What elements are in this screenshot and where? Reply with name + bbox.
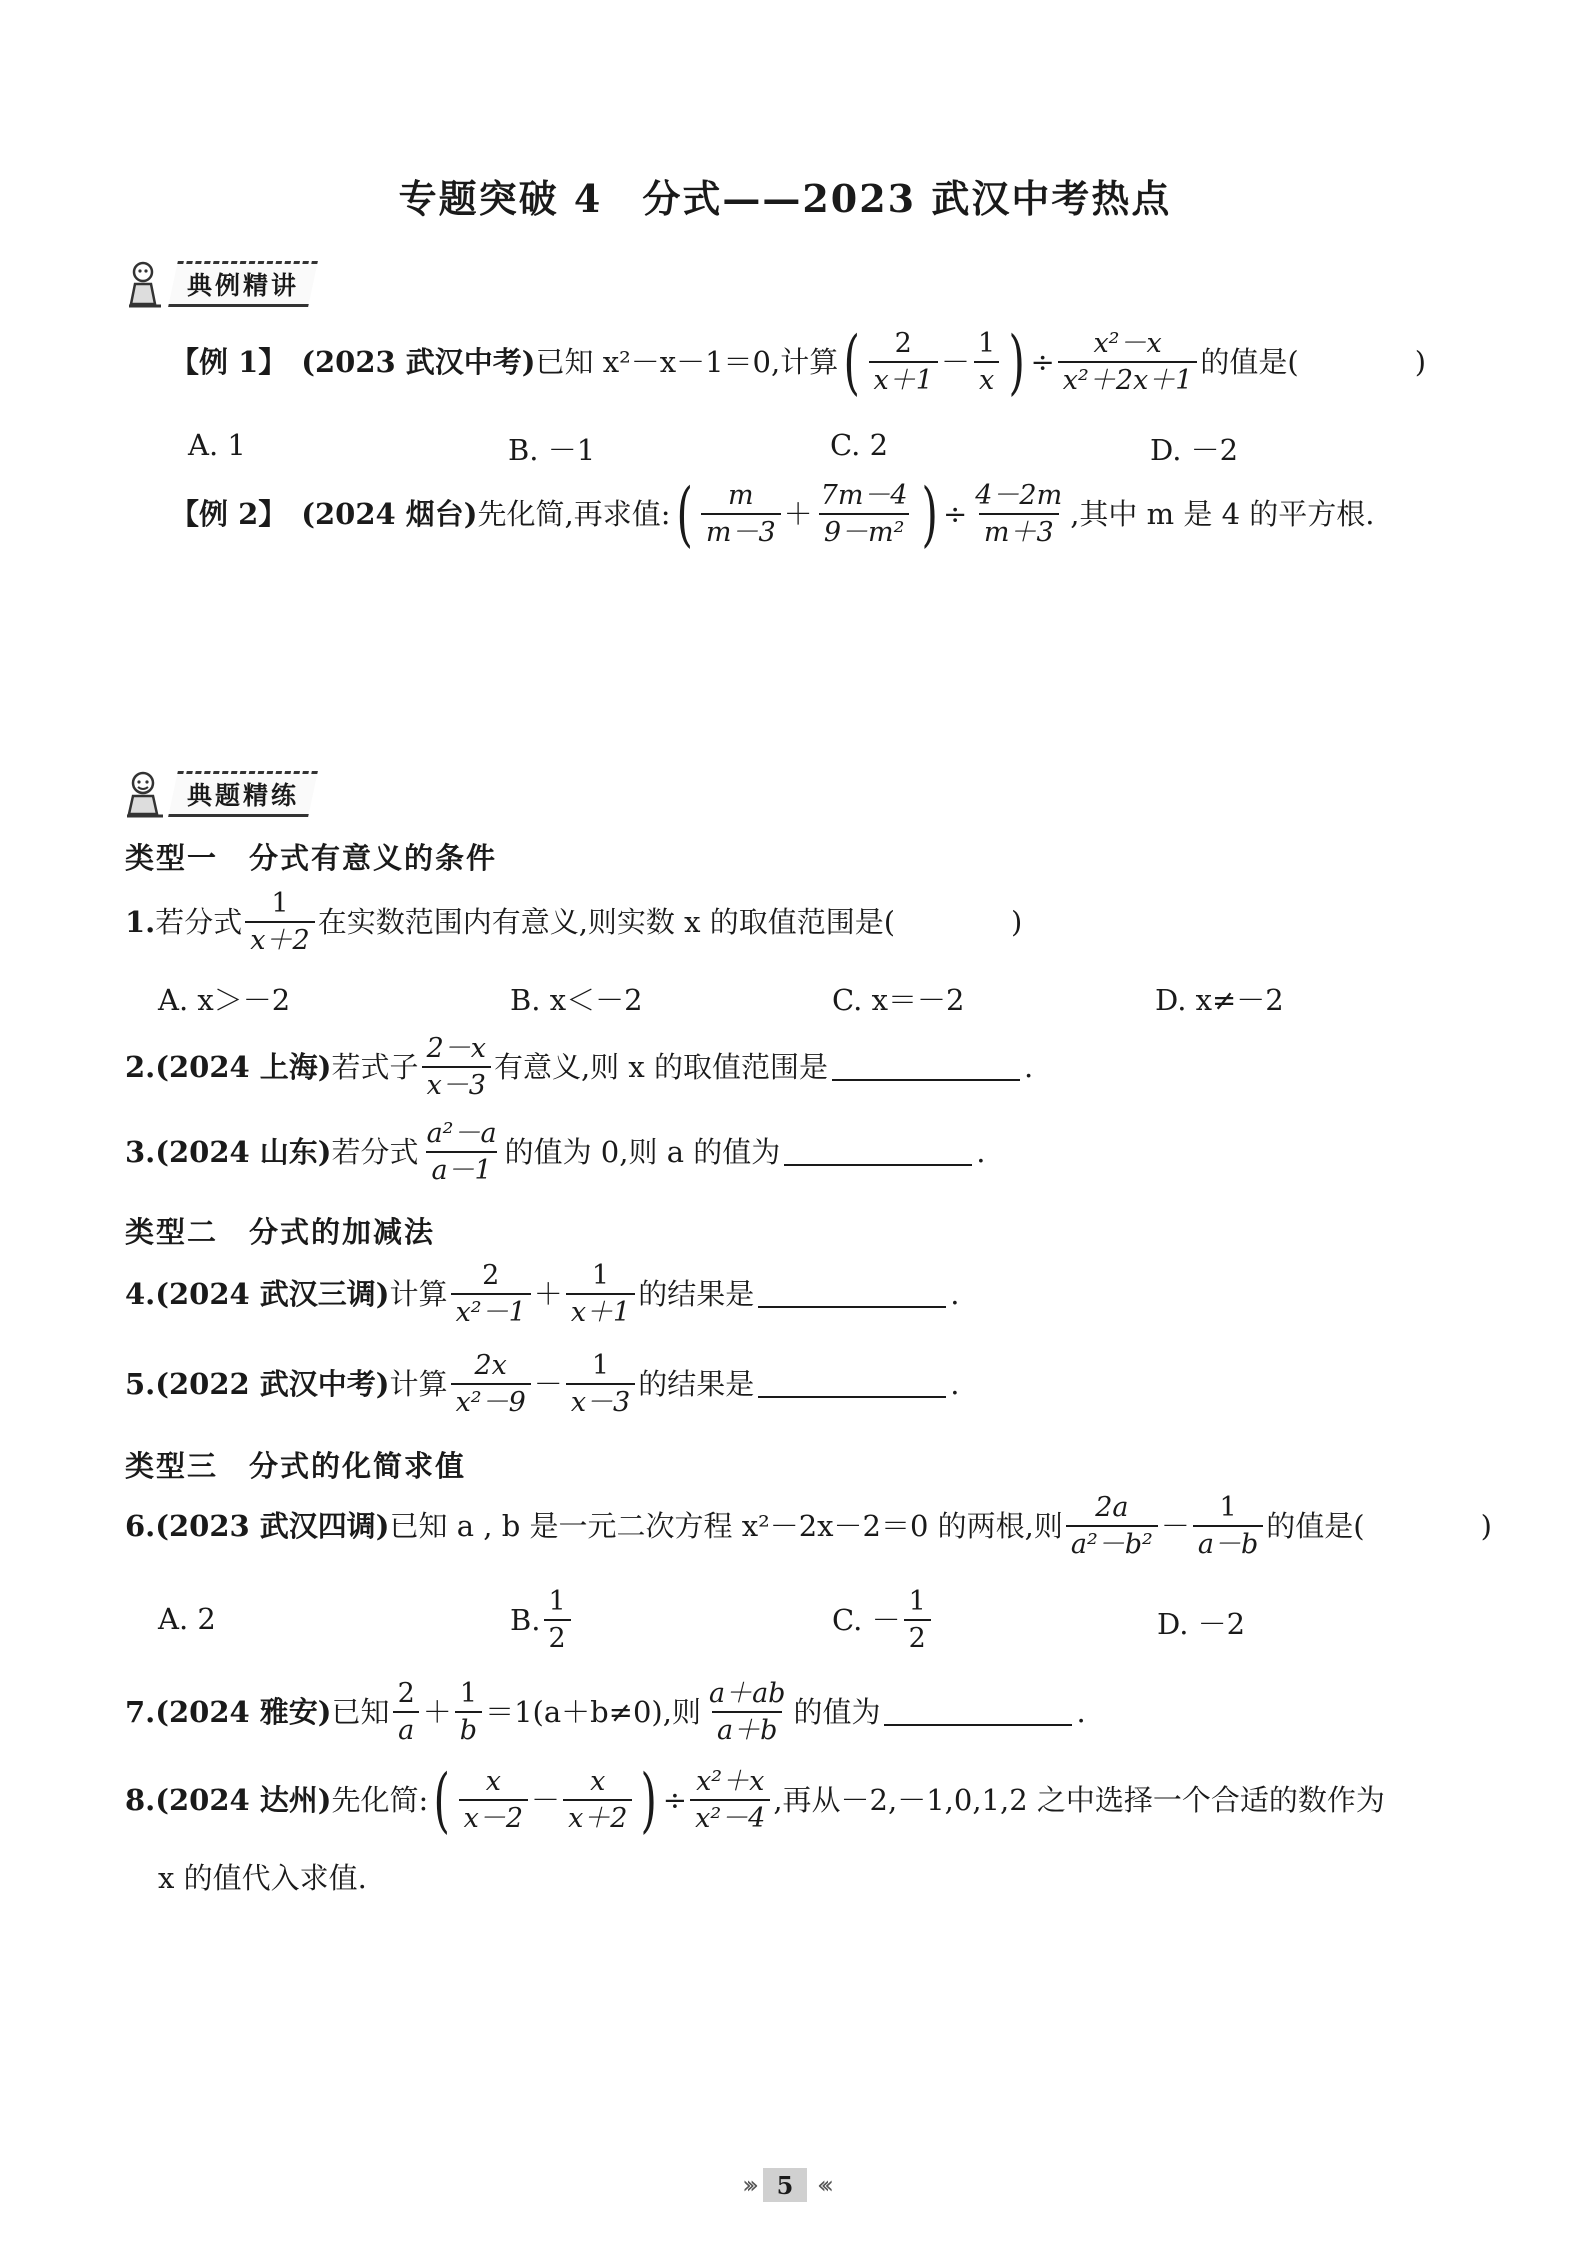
paren-close: ) (921, 472, 938, 555)
fraction: $\frac{1}{2}$ (544, 1588, 571, 1652)
question-8 (125, 1758, 1385, 1841)
period: . (1023, 1049, 1034, 1084)
question-text: 有意义,则 x 的取值范围是 (493, 1049, 828, 1084)
answer-blank[interactable] (832, 1053, 1020, 1081)
fraction: $\frac{2a}{\text{a²－b²}}$ (1066, 1494, 1158, 1558)
source: (2023 武汉四调) (155, 1508, 390, 1543)
question-6 (125, 1494, 1492, 1558)
question-1 (125, 890, 1022, 954)
fraction: $\frac{1}{x}$ (973, 330, 1000, 394)
period: . (1076, 1694, 1086, 1729)
question-number: 1. (125, 904, 156, 939)
question-text: 的结果是 (638, 1276, 755, 1311)
question-text: 若式子 (331, 1049, 419, 1084)
question-5 (125, 1352, 959, 1416)
paren-close: ) (1008, 320, 1026, 403)
fraction: $\frac{2x}{\text{x²－9}}$ (451, 1352, 531, 1416)
fraction: $\frac{1}{a-b}$ (1193, 1494, 1263, 1558)
question-number: 7. (125, 1694, 156, 1729)
category-heading-1: 类型一 分式有意义的条件 (125, 841, 498, 875)
fraction: $\frac{1}{x+2}$ (245, 890, 314, 954)
question-text: 已知 x²－x－1＝0,计算 (535, 344, 839, 379)
question-text: 的值为 0,则 a 的值为 (504, 1134, 781, 1169)
operator: － (531, 1782, 561, 1817)
question-number: 5. (125, 1366, 156, 1401)
paren-open: ( (676, 472, 693, 555)
answer-blank[interactable] (884, 1698, 1072, 1726)
paren-open: ( (433, 1758, 451, 1841)
source: (2024 上海) (155, 1049, 332, 1084)
option-b: B. x＜－2 (510, 983, 643, 1017)
operator: － (533, 1366, 563, 1401)
operator: ＋ (422, 1694, 452, 1729)
source: (2024 烟台) (301, 496, 478, 531)
option-c: C. x＝－2 (832, 983, 965, 1017)
option-d: D. －2 (1157, 1607, 1246, 1641)
mascot-icon (125, 770, 165, 818)
answer-blank[interactable] (784, 1138, 972, 1166)
mascot-icon (125, 260, 165, 308)
option-b (510, 1588, 574, 1652)
fraction: $\frac{m}{m-3}$ (701, 482, 781, 546)
fraction: $\frac{7m-4}{\text{9－m²}}$ (820, 480, 908, 548)
question-2 (125, 1035, 1033, 1099)
period: . (976, 1134, 986, 1169)
fraction: $\frac{a+ab}{a+b}$ (708, 1678, 786, 1746)
question-text: 的值为 (793, 1694, 881, 1729)
option-d: D. －2 (1150, 433, 1239, 467)
source: (2023 武汉中考) (301, 344, 536, 379)
fraction: $\frac{\text{x²－x}}{\text{x²＋2x＋1}}$ (1058, 330, 1198, 394)
question-text: ,其中 m 是 4 的平方根. (1070, 496, 1375, 531)
question-8-continued: x 的值代入求值. (158, 1861, 367, 1895)
question-number: 8. (125, 1782, 156, 1817)
operator: － (1160, 1508, 1190, 1543)
source: (2024 雅安) (155, 1694, 332, 1729)
question-text: ,再从－2,－1,0,1,2 之中选择一个合适的数作为 (773, 1782, 1385, 1817)
fraction: $\frac{2}{x+1}$ (869, 330, 938, 394)
question-text: 的值是( ) (1200, 344, 1427, 379)
question-number: 2. (125, 1049, 156, 1084)
question-text: 已知 (331, 1694, 390, 1729)
fraction: $\frac{1}{x-3}$ (566, 1352, 635, 1416)
question-text: 的结果是 (638, 1366, 755, 1401)
option-a: A. 2 (158, 1602, 216, 1636)
answer-blank[interactable] (758, 1280, 946, 1308)
example-label: 【例 1】 (170, 344, 288, 379)
question-text: 先化简,再求值: (477, 496, 671, 531)
paren-open: ( (843, 320, 861, 403)
example-2 (170, 472, 1375, 555)
option-c: C. 2 (830, 428, 889, 462)
question-text: 的值是( ) (1266, 1508, 1492, 1543)
question-text: 计算 (389, 1366, 448, 1401)
question-text: 先化简: (331, 1782, 429, 1817)
question-3 (125, 1120, 985, 1184)
section-tag-label: 典题精练 (168, 771, 318, 817)
example-1 (170, 320, 1427, 403)
operator: ＋ (783, 496, 813, 531)
paren-close: ) (640, 1758, 658, 1841)
operator: ÷ (942, 496, 968, 531)
fraction: $\frac{1}{x+1}$ (566, 1262, 635, 1326)
page-title: 专题突破 4 分式——2023 武汉中考热点 (398, 176, 1172, 221)
operator: － (940, 344, 970, 379)
fraction: $\frac{\text{a²－a}}{a-1}$ (426, 1118, 497, 1186)
period: . (950, 1366, 960, 1401)
fraction: $\frac{x}{x+2}$ (563, 1768, 632, 1832)
question-text: 若分式 (155, 904, 243, 939)
question-text: 计算 (389, 1276, 448, 1311)
fraction: $\frac{1}{b}$ (455, 1680, 482, 1744)
chevrons-left-icon: ‹‹‹ (817, 2171, 828, 2199)
page-footer (0, 2168, 1570, 2202)
fraction: $\frac{1}{2}$ (904, 1588, 931, 1652)
fraction: $\frac{4-2m}{m+3}$ (975, 480, 1063, 548)
source: (2024 武汉三调) (155, 1276, 390, 1311)
option-label: B. (510, 1602, 541, 1637)
source: (2022 武汉中考) (155, 1366, 390, 1401)
fraction: $\frac{2}{\text{x²－1}}$ (451, 1262, 531, 1326)
category-heading-2: 类型二 分式的加减法 (125, 1215, 436, 1249)
fraction: $\frac{2-x}{x-3}$ (422, 1035, 491, 1099)
period: . (950, 1276, 960, 1311)
example-label: 【例 2】 (170, 496, 288, 531)
source: (2024 达州) (155, 1782, 332, 1817)
answer-blank[interactable] (758, 1370, 946, 1398)
section-tag-examples (125, 260, 313, 308)
category-heading-3: 类型三 分式的化简求值 (125, 1449, 467, 1483)
operator: ＋ (533, 1276, 563, 1311)
fraction: $\frac{2}{a}$ (393, 1680, 420, 1744)
chevrons-right-icon: ››› (742, 2171, 753, 2199)
question-text: 在实数范围内有意义,则实数 x 的取值范围是( ) (317, 904, 1023, 939)
option-label: C. － (832, 1602, 901, 1637)
section-tag-label: 典例精讲 (168, 261, 318, 307)
question-text: ＝1(a＋b≠0),则 (485, 1694, 701, 1729)
operator: ÷ (1030, 344, 1055, 379)
question-text: 已知 a , b 是一元二次方程 x²－2x－2＝0 的两根,则 (389, 1508, 1063, 1543)
question-7 (125, 1680, 1086, 1744)
option-b: B. －1 (508, 433, 596, 467)
operator: ÷ (662, 1782, 688, 1817)
page-number: 5 (763, 2168, 807, 2202)
option-a: A. 1 (188, 428, 246, 462)
question-number: 6. (125, 1508, 156, 1543)
question-number: 4. (125, 1276, 156, 1311)
fraction: $\frac{x}{x-2}$ (459, 1768, 528, 1832)
source: (2024 山东) (155, 1134, 332, 1169)
fraction: $\frac{\text{x²＋x}}{\text{x²－4}}$ (690, 1768, 770, 1832)
question-text: 若分式 (331, 1134, 419, 1169)
option-d: D. x≠－2 (1155, 983, 1284, 1017)
section-tag-practice (125, 770, 313, 818)
option-a: A. x＞－2 (158, 983, 291, 1017)
question-number: 3. (125, 1134, 156, 1169)
option-c (832, 1588, 934, 1652)
question-4 (125, 1262, 959, 1326)
